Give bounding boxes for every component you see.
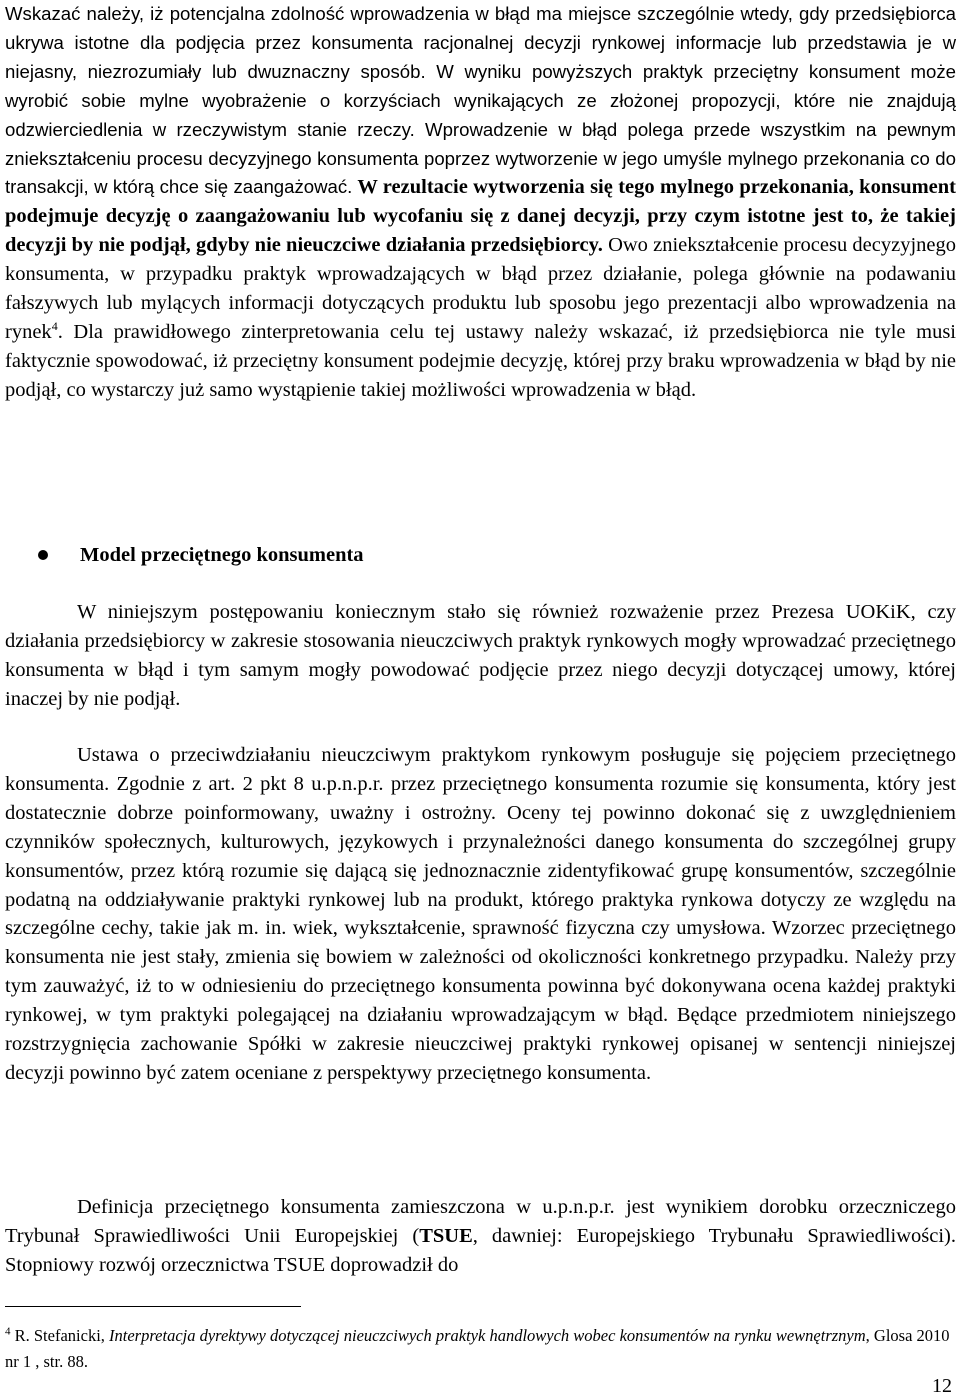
bullet-icon [38,550,48,560]
section-heading-text: Model przeciętnego konsumenta [80,544,364,566]
paragraph-misleading-practices [5,0,956,405]
paragraph-tsue-text-b: , dawniej: Europejskiego Trybunału Sprawiedliwości). Stopniowy rozwój orzecznictwa TSUE doprowadził do [5,1224,957,1276]
footnote-number: 4 [5,1325,11,1338]
paragraph-proceedings: W niniejszym postępowaniu koniecznym stało się również rozważenie przez Prezesa UOKiK, czy działania przedsiębiorcy w zakresie stosowania nieuczciwych praktyk rynkowych mogły wprowadzać przeciętnego konsumenta w błąd i tym samym mogły powodować podjęcie przez niego decyzji dotyczącej umowy, której inaczej by nie podjął. [5,601,956,710]
footnote-separator [5,1306,301,1307]
footnote-title: Interpretacja dyrektywy dotyczącej nieuczciwych praktyk handlowych wobec konsumentów na rynku wewnętrznym [109,1326,866,1345]
paragraph-tsue-text-a: Definicja przeciętnego konsumenta zamieszczona w u.p.n.p.r. jest wynikiem dorobku orzeczniczego Trybunał Sprawiedliwości Unii Europejskiej ( [5,1196,956,1247]
footnote-reference[interactable]: 4 [51,319,58,334]
paragraph-tsue [5,1193,956,1280]
paragraph-bold-text: W rezultacie wytworzenia się tego mylnego przekonania, konsument podejmuje decyzję o zaangażowaniu lub wycofaniu się z danej decyzji, przy czym istotne jest to, że takiej decyzji by nie podjął, gdyby nie nieuczciwe działania przedsiębiorcy. [5,176,956,257]
paragraph-average-consumer-definition: Ustawa o przeciwdziałaniu nieuczciwym praktykom rynkowym posługuje się pojęciem przeciętnego konsumenta. Zgodnie z art. 2 pkt 8 u.p.n.p.r. przez przeciętnego konsumenta rozumie się konsumenta, który jest dostatecznie dobrze poinformowany, uważny i ostrożny. Oceny tej powinno dokonać się z uwzględnieniem czynników społecznych, kulturowych, językowych i przynależności danego konsumenta do szczególnej grupy konsumentów, przez którą rozumie się dającą się jednoznacznie zidentyfikować grupę konsumentów, szczególnie podatną na oddziaływanie praktyki rynkowej lub na produkt, którego praktyka rynkowa dotyczy ze względu na szczególne cechy, takie jak m. in. wiek, wykształcenie, sprawność fizyczna czy umysłowa. Wzorzec przeciętnego konsumenta nie jest stały, zmienia się bowiem w zależności od okoliczności konkretnego przypadku. Należy przy tym zauważyć, iż to w odniesieniu do przeciętnego konsumenta powinna być dokonywana ocena każdej praktyki rynkowej, w tym praktyki polegającej na działaniu wprowadzającym w błąd. Będące przedmiotem niniejszego rozstrzygnięcia zachowanie Spółki w zakresie nieuczciwej praktyki rynkowej opisanej w sentencji niniejszej decyzji powinno być zatem oceniane z perspektywy przeciętnego konsumenta. [5,744,956,1084]
paragraph-sans-text: Wskazać należy, iż potencjalna zdolność wprowadzenia w błąd ma miejsce szczególnie wtedy, gdy przedsiębiorca ukrywa istotne dla podjęcia przez konsumenta racjonalnej decyzji rynkowej informacje lub przedstawia je w niejasny, niezrozumiały lub dwuznaczny sposób. W wyniku powyższych praktyk przeciętny konsument może wyrobić sobie mylne wyobrażenie o korzyściach wynikających ze złożonej propozycji, które nie znajdują odzwierciedlenia w rzeczywistym stanie rzeczy. Wprowadzenie w błąd polega przede wszystkim na pewnym zniekształceniu procesu decyzyjnego konsumenta poprzez wytworzenie w jego umyśle mylnego przekonania co do transakcji, w którą chce się zaangażować. [5,3,956,198]
footnote-source: , Glosa 2010 nr 1 , str. 88. [5,1326,950,1371]
tsue-abbreviation: TSUE [419,1224,473,1247]
footnote-author: R. Stefanicki, [10,1326,110,1345]
footnote [5,1323,956,1375]
paragraph-serif-text-end: . Dla prawidłowego zinterpretowania celu tej ustawy należy wskazać, iż przedsiębiorca nie tyle musi faktycznie spowodować, iż przeciętny konsument podejmie decyzję, której przy braku wprowadzenia w błąd by nie podjął, co wystarczy już samo wystąpienie takiej możliwości wprowadzenia w błąd. [5,320,956,401]
page-number: 12 [932,1375,952,1397]
paragraph-serif-text: Owo zniekształcenie procesu decyzyjnego konsumenta, w przypadku praktyk wprowadzających w błąd przez działanie, polega głównie na podawaniu fałszywych lub mylących informacji dotyczących produktu lub sposobu jego prezentacji albo wprowadzenia na rynek [5,234,956,343]
section-heading [38,541,364,569]
